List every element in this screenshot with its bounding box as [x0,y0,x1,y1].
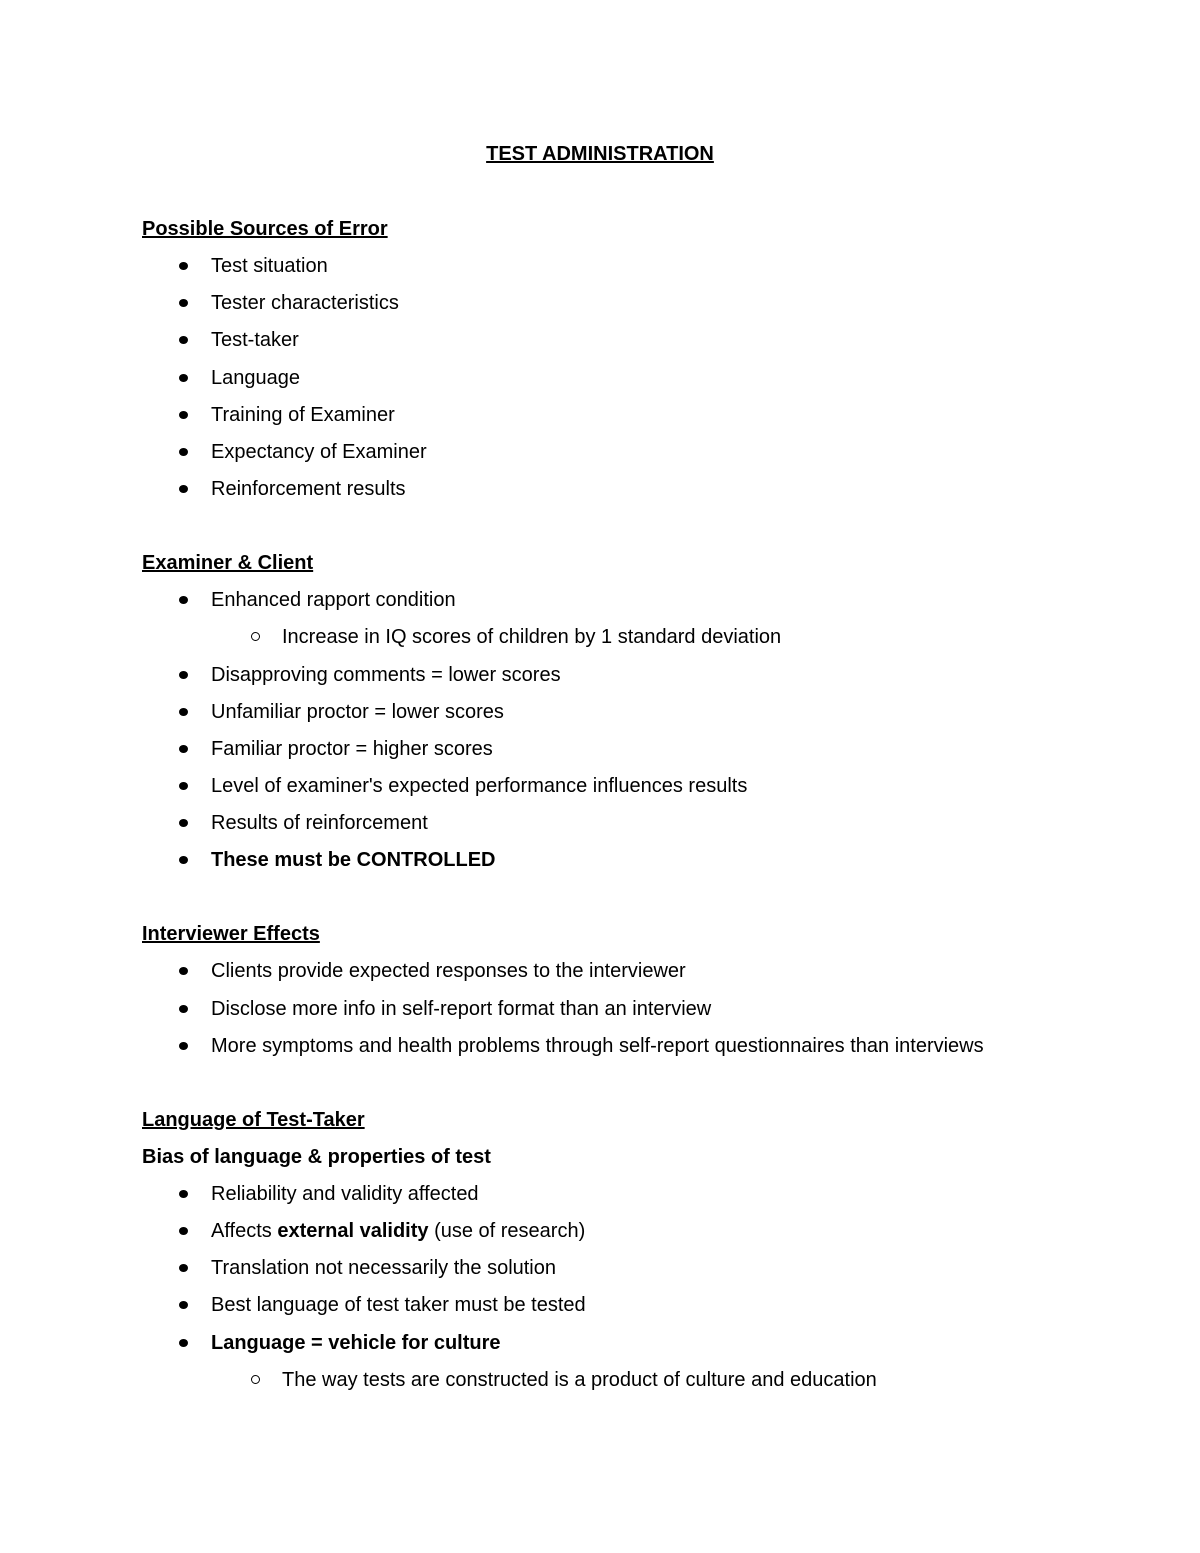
bullet-disc-icon [179,596,188,604]
section-subheading: Bias of language & properties of test [142,1145,491,1168]
bullet-list [142,1180,1142,1394]
bullet-disc-icon [179,1227,188,1235]
document-body [142,215,1142,1440]
bullet-disc-icon [179,1301,188,1309]
section-examiner-client [142,549,1142,874]
list-item-emphasis: Language = vehicle for culture [142,1329,1142,1357]
bullet-disc-icon [179,856,188,864]
list-item: Affects external validity (use of research) [142,1217,1142,1245]
list-item: Enhanced rapport condition [142,586,1142,614]
list-item-nested: The way tests are constructed is a product of culture and education [142,1366,1142,1394]
list-item: Tester characteristics [142,289,1142,317]
list-item: Disapproving comments = lower scores [142,661,1142,689]
bullet-disc-icon [179,1042,188,1050]
bullet-disc-icon [179,1264,188,1272]
list-item: Unfamiliar proctor = lower scores [142,698,1142,726]
bullet-list [142,586,1142,874]
document-title: TEST ADMINISTRATION [486,143,714,165]
bullet-disc-icon [179,448,188,456]
list-item: Disclose more info in self-report format than an interview [142,995,1142,1023]
list-item: Translation not necessarily the solution [142,1254,1142,1282]
bullet-disc-icon [179,336,188,344]
section-heading: Interviewer Effects [142,923,320,946]
list-item: Results of reinforcement [142,809,1142,837]
bullet-circle-icon [251,1375,260,1384]
bullet-circle-icon [251,632,260,641]
bullet-disc-icon [179,708,188,716]
bullet-disc-icon [179,967,188,975]
bullet-disc-icon [179,374,188,382]
list-item: Clients provide expected responses to the interviewer [142,957,1142,985]
bullet-disc-icon [179,485,188,493]
bullet-disc-icon [179,262,188,270]
section-heading: Language of Test-Taker [142,1108,365,1131]
bullet-disc-icon [179,782,188,790]
list-item: Level of examiner's expected performance influences results [142,772,1142,800]
bullet-disc-icon [179,299,188,307]
bullet-list [142,957,1142,1059]
list-item: Reinforcement results [142,475,1142,503]
bullet-disc-icon [179,411,188,419]
bullet-disc-icon [179,819,188,827]
section-interviewer-effects [142,920,1142,1059]
bullet-disc-icon [179,1005,188,1013]
list-item: Best language of test taker must be tested [142,1291,1142,1319]
list-item: Familiar proctor = higher scores [142,735,1142,763]
list-item-nested: Increase in IQ scores of children by 1 standard deviation [142,623,1142,651]
section-heading: Possible Sources of Error [142,218,388,240]
list-item-emphasis: These must be CONTROLLED [142,846,1142,874]
bullet-disc-icon [179,1339,188,1347]
bullet-list [142,252,1142,503]
list-item: Test situation [142,252,1142,280]
bullet-disc-icon [179,671,188,679]
section-heading: Examiner & Client [142,552,314,575]
list-item: Language [142,364,1142,392]
list-item: Reliability and validity affected [142,1180,1142,1208]
list-item: Training of Examiner [142,401,1142,429]
section-language-of-test-taker [142,1106,1142,1394]
bullet-disc-icon [179,745,188,753]
list-item: Expectancy of Examiner [142,438,1142,466]
list-item: Test-taker [142,326,1142,354]
bold-term: external validity [277,1220,429,1242]
section-sources-of-error [142,215,1142,503]
list-item: More symptoms and health problems through self-report questionnaires than interviews [142,1032,1142,1060]
bullet-disc-icon [179,1190,188,1198]
